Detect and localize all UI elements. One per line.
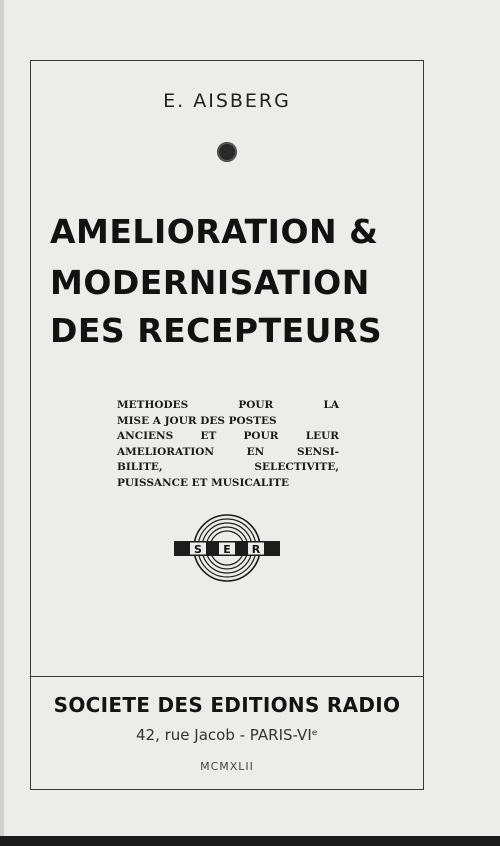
title-line-3: DES RECEPTEURS: [50, 311, 383, 350]
page-bottom-edge: [0, 836, 500, 846]
description-word: SENSI-: [296, 445, 339, 458]
description-line: [117, 476, 339, 492]
logo-letter-e: E: [223, 543, 231, 556]
title-line-2: MODERNISATION: [50, 263, 370, 302]
page-edge-shadow: [0, 0, 4, 846]
description-line: [117, 460, 339, 476]
description-word: BILITE,: [117, 461, 163, 474]
description-word: POUR: [238, 399, 274, 411]
description-line: [117, 414, 339, 430]
description-word: PUISSANCE ET MUSICALITE: [117, 476, 290, 489]
description-word: ET: [200, 430, 217, 443]
description-word: ANCIENS: [117, 430, 174, 443]
publisher-name: SOCIETE DES EDITIONS RADIO: [53, 693, 401, 717]
description-word: AMELIORATION: [117, 445, 214, 458]
description-word: SELECTIVITE,: [254, 461, 339, 474]
description-word: LEUR: [305, 430, 339, 443]
publisher-address: 42, rue Jacob - PARIS-VIᵉ: [136, 726, 318, 744]
description-word: EN: [246, 445, 265, 458]
author-name: E. AISBERG: [163, 90, 291, 112]
description-line: [117, 445, 339, 461]
subtitle-description: [117, 398, 339, 492]
title-line-1: AMELIORATION &: [50, 212, 379, 251]
ornament-dot-icon: [217, 142, 237, 162]
description-line: [117, 398, 339, 414]
description-word: LA: [323, 399, 339, 411]
publication-year: MCMXLII: [200, 760, 254, 773]
description-word: METHODES: [117, 399, 189, 411]
description-word: MISE A JOUR DES POSTES: [117, 414, 277, 427]
logo-letter-r: R: [251, 543, 261, 556]
description-line: [117, 429, 339, 445]
publisher-divider-line: [30, 676, 424, 677]
publisher-logo-icon: [172, 512, 282, 582]
logo-letter-s: S: [194, 543, 202, 556]
description-word: POUR: [243, 430, 279, 443]
